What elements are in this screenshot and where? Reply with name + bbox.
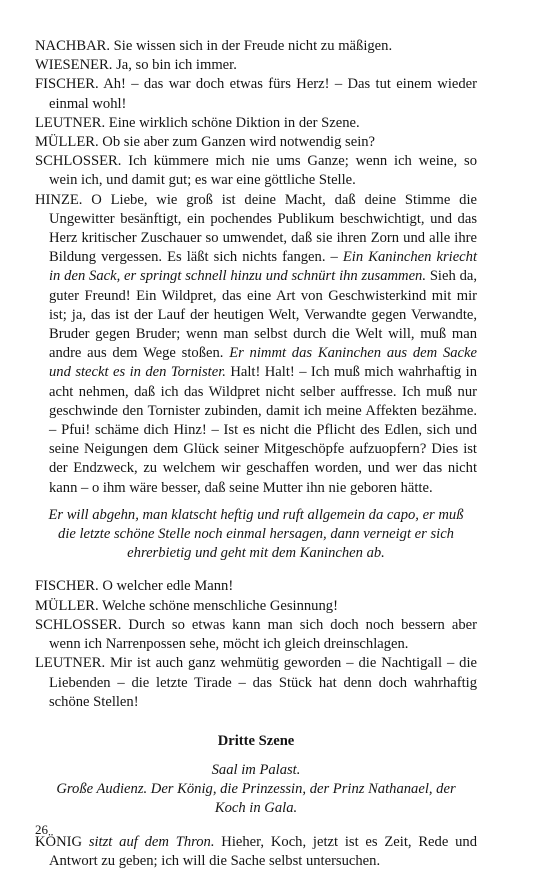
- page-number: 26: [35, 822, 48, 837]
- speaker-name: FISCHER.: [35, 76, 99, 93]
- speech: [35, 577, 477, 596]
- speech-hinze: [35, 191, 477, 498]
- inline-stage-direction: sitzt auf dem Thron.: [82, 833, 215, 850]
- speech-text: Mir ist auch ganz wehmütig geworden – die Nachtigall – die Liebenden – die letzte Tirade – das Stück hat denn doch wahrhaftig schöne Stellen!: [49, 655, 477, 710]
- speaker-name: FISCHER.: [35, 578, 99, 595]
- speech-text: Ich kümmere mich nie ums Ganze; wenn ich weine, so wein ich, und damit gut; es war eine göttliche Stelle.: [49, 153, 477, 189]
- scene-place: Saal im Palast.: [211, 761, 301, 778]
- speech: [35, 654, 477, 712]
- speech-koenig: [35, 833, 477, 871]
- speech-text: Eine wirklich schöne Diktion in der Szene.: [105, 114, 360, 131]
- speech-text: Ob sie aber zum Ganzen wird notwendig sein?: [98, 134, 376, 151]
- scene-description: Große Audienz. Der König, die Prinzessin, der Prinz Nathanael, der Koch in Gala.: [56, 781, 456, 817]
- speech: [35, 152, 477, 190]
- speaker-name: HINZE.: [35, 191, 83, 208]
- speaker-name: WIESENER.: [35, 57, 113, 74]
- spacer: [35, 819, 477, 833]
- speech-text: O welcher edle Mann!: [98, 578, 234, 595]
- speech: [35, 56, 477, 75]
- scene-title: Dritte Szene: [217, 732, 295, 749]
- speaker-name: KÖNIG: [35, 833, 83, 850]
- speech: [35, 75, 477, 113]
- speech: [35, 616, 477, 654]
- speech-text: Ja, so bin ich immer.: [112, 57, 237, 74]
- speech-text: Hieher, Koch, jetzt ist es Zeit, Rede und Antwort zu geben; ich will die Sache selbst untersuchen.: [49, 833, 477, 869]
- speech-text: Ah! – das war doch etwas fürs Herz! – Das tut einem wieder einmal wohl!: [49, 76, 477, 112]
- page-text: [35, 37, 477, 871]
- stage-direction: Er will abgehn, man klatscht heftig und ruft allgemein da capo, er muß die letzte schöne Stelle noch einmal hersagen, dann verneigt er sich ehrerbietig und geht mit dem Kaninchen ab.: [48, 506, 464, 562]
- speech-text: Durch so etwas kann man sich doch noch bessern aber wenn ich Narrenpossen sehe, möcht ich gleich dreinschlagen.: [49, 616, 477, 653]
- speaker-name: MÜLLER.: [35, 597, 99, 614]
- spacer: [35, 563, 477, 577]
- speaker-name: NACHBAR.: [35, 38, 111, 54]
- speaker-name: LEUTNER.: [35, 114, 106, 131]
- speaker-name: SCHLOSSER.: [35, 616, 122, 633]
- speech: [35, 114, 477, 133]
- inline-stage-direction: Er nimmt das Kaninchen aus dem Sacke und steckt es in den Tornister.: [49, 345, 477, 381]
- speaker-name: MÜLLER.: [35, 134, 99, 151]
- speech: [35, 133, 477, 152]
- speech: [35, 37, 477, 56]
- speech-text: Welche schöne menschliche Gesinnung!: [98, 597, 338, 614]
- inline-stage-direction: Ein Kaninchen kriecht in den Sack, er springt schnell hinzu und schnürt ihn zusammen.: [49, 249, 478, 285]
- speech-text: O Liebe, wie groß ist deine Macht, daß deine Stimme die Ungewitter besänftigt, ein pochendes Publikum beschwichtigt, und das Herz kritischer Zuschauer so umwendet, daß sie ihren Zorn und alle ihre Bildung vergessen. Es läßt sich nichts fangen. –: [49, 191, 477, 266]
- speech-text: Halt! Halt! – Ich muß mich wahrhaftig in acht nehmen, daß ich das Wildpret nicht selber auffresse. Ich muß nur geschwinde den Tornister zubinden, damit ich meine Affekten bezähme. – Pfui! schäme dich Hinz! – Ist es nicht die Pflicht des Edlen, sich und seine Neigungen dem Glück seiner Mitgeschöpfe aufzuopfern? Dies ist der Endzweck, zu welchem wir geschaffen worden, und wer das nicht kann – o ihm wäre besser, daß seine Mutter ihn nie geboren hätte.: [49, 364, 477, 496]
- speaker-name: LEUTNER.: [35, 655, 106, 672]
- speaker-name: SCHLOSSER.: [35, 153, 122, 170]
- speech: [35, 597, 477, 616]
- speech-text: Sieh da, guter Freund! Ein Wildpret, das eine Art von Geschwisterkind mit mir ist; ja, das ist der Lauf der heutigen Welt, Verwandte gegen Verwandte, Bruder gegen Bruder; wenn man selbst durch die Welt will, muß man andre aus dem Wege stoßen.: [49, 268, 477, 362]
- speech-text: Sie wissen sich in der Freude nicht zu mäßigen.: [110, 38, 393, 54]
